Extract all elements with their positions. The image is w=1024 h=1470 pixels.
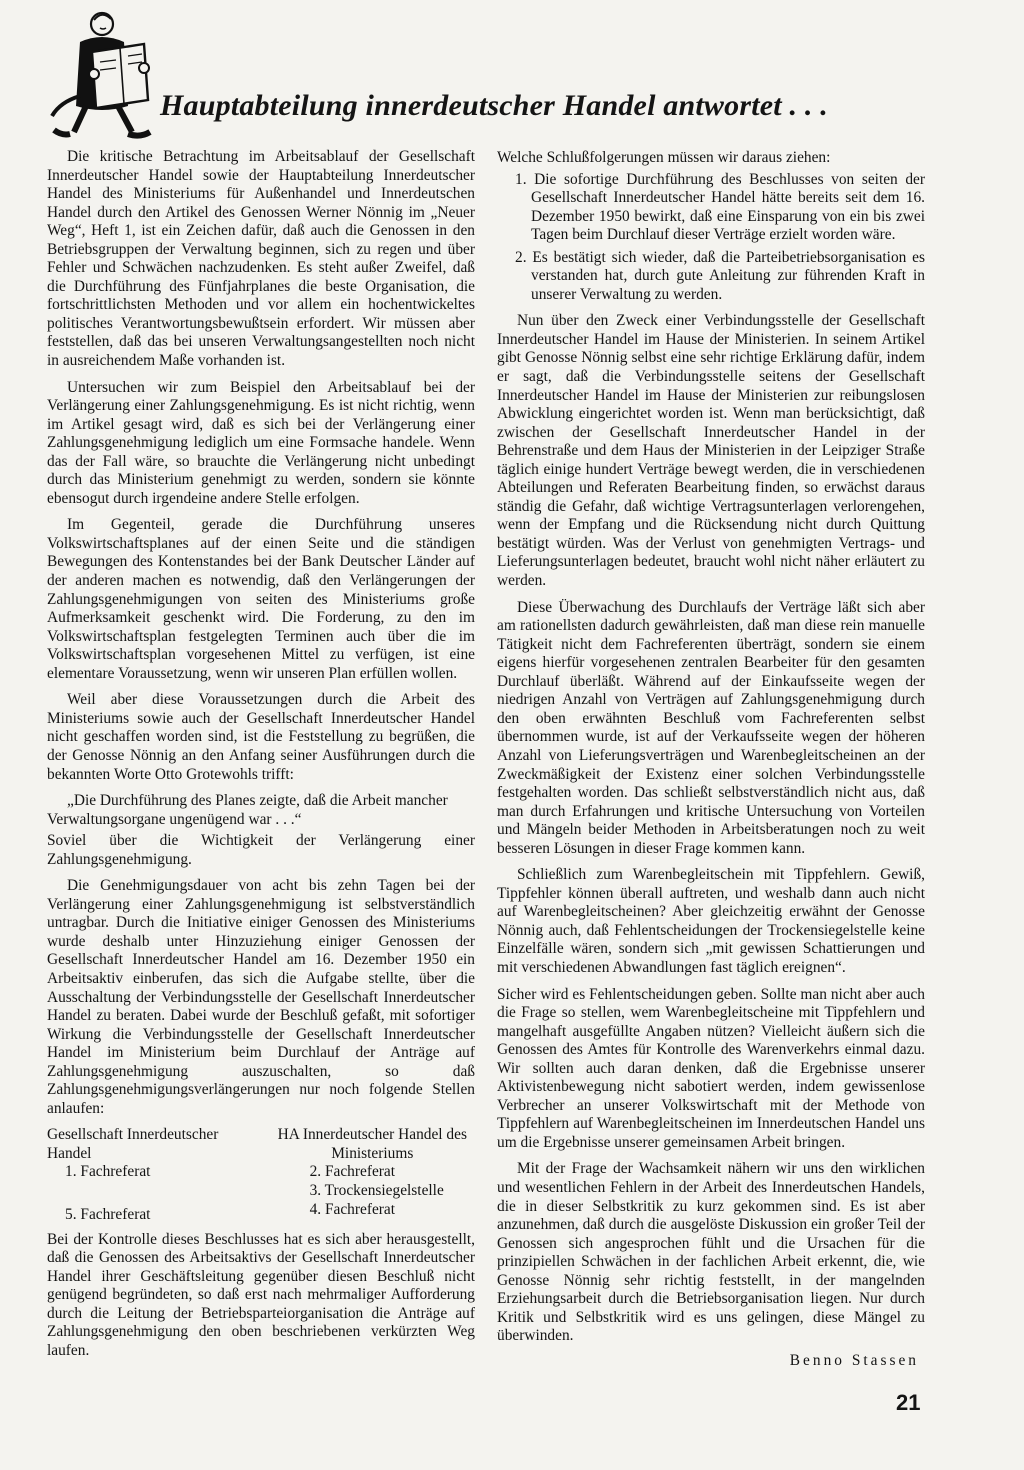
paragraph: Soviel über die Wichtigkeit der Verlängerung einer Zahlungsgenehmigung. — [47, 832, 475, 868]
station-heading: Gesellschaft Innerdeutscher Handel — [47, 1126, 219, 1162]
right-column — [497, 149, 925, 1370]
paragraph: Die Genehmigungsdauer von acht bis zehn Tagen bei der Verlängerung einer Zahlungsgenehmigung ist selbstverständlich untragbar. Durch die Initiative einiger Genossen des Ministeriums wurde deshalb unter Hinzuziehung einiger Genossen der Gesellschaft Innerdeutscher Handel am 16. Dezember 1950 ein Arbeitsaktiv einberufen, das sich die Aufgabe stellte, über die Ausschaltung der Verbindungsstelle der Gesellschaft Innerdeutscher Handel zu beraten. Dabei wurde der Beschluß gefaßt, mit sofortiger Wirkung die Verbindungsstelle der Gesellschaft Innerdeutscher Handel im Ministerium beim Durchlauf der Anträge auf Zahlungsgenehmigung auszuschalten, so daß Zahlungsgenehmigungsverlängerungen nur noch folgende Stellen anlaufen: — [47, 877, 475, 1117]
newspaper-reader-figure-icon — [40, 6, 170, 146]
station-item: 4. Fachreferat — [309, 1200, 396, 1218]
left-column — [47, 148, 475, 1368]
paragraph: Diese Überwachung des Durchlaufs der Verträge läßt sich aber am rationellsten dadurch gewährleisten, daß man diese rein manuelle Tätigkeit nicht dem Fachreferenten überträgt, sondern sie einem eigens hierfür vorgesehenen zentralen Bearbeiter für den gesamten Durchlauf überläßt. Während auf der Einkaufsseite wegen der niedrigen Anzahl von Verträgen auf Zahlungsgenehmigung durch den oben erwähnten Beschluß vom Fachreferenten selbst übernommen wurde, ist auf der Verkaufsseite wegen der höheren Anzahl von Lieferungsverträgen und Warenbegleitscheinen an der Zweckmäßigkeit der Existenz einer solchen Verbindungsstelle festgehalten worden. Das schließt selbstverständlich nicht aus, daß man durch Erfahrungen und kritische Untersuchung von Vorteilen und Mängeln beider Methoden in Arbeitsberatungen noch zu weit besseren Lösungen in dieser Frage kommen kann. — [497, 598, 925, 857]
list-item: 1. Die sofortige Durchführung des Beschlusses von seiten der Gesellschaft Innerdeutscher Handel hätte bereits seit dem 16. Dezember 1950 bewirkt, daß eine Einsparung von ein bis zwei Tagen beim Durchlauf dieser Verträge erzielt worden wäre. — [515, 170, 925, 244]
paragraph: Nun über den Zweck einer Verbindungsstelle der Gesellschaft Innerdeutscher Handel im Hause der Ministerien. In seinem Artikel gibt Genosse Nönnig selbst eine sehr richtige Erklärung dafür, indem er sagt, daß die Verbindungsstelle seitens der Gesellschaft Innerdeutscher Handel im Hause der Ministerien zur reibungslosen Abwicklung eingerichtet worden ist. Wenn man berücksichtigt, daß zwischen der Gesellschaft Innerdeutscher Handel in der Behrenstraße und dem Haus der Ministerien in der Leipziger Straße täglich einige hundert Verträge bewegt werden, die in verschiedenen Abteilungen und Referaten Bearbeitung finden, so erwächst daraus ständig die Gefahr, daß wichtige Vertragsunterlagen verlorengehen, wenn der Empfang und die Rücksendung nicht durch Quittung bestätigt würden. Was der Verlust von genehmigten Vertrags- und Lieferungsunterlagen bedeutet, braucht wohl nicht näher erläutert zu werden. — [497, 312, 925, 590]
quote: „Die Durchführung des Planes zeigte, daß die Arbeit mancher Verwaltungsorgane ungenügend war . . .“ — [47, 792, 448, 828]
paragraph: Weil aber diese Voraussetzungen durch die Arbeit des Ministeriums sowie auch der Gesellschaft Innerdeutscher Handel nicht geschaffen worden sind, ist die Feststellung zu begrüßen, die der Genosse Nönnig an den Anfang seiner Ausführungen durch die bekannten Worte Otto Grotewohls trifft: — [47, 691, 475, 783]
paragraph: Die kritische Betrachtung im Arbeitsablauf der Gesellschaft Innerdeutscher Handel sowie der Hauptabteilung Innerdeutscher Handel des Ministeriums für Außenhandel und Innerdeutschen Handel durch den Artikel des Genossen Werner Nönnig im „Neuer Weg“, Heft 1, ist ein Zeichen dafür, daß auch die Genossen in den Betriebsgruppen der Verwaltung beginnen, sich zu regen und über Fehler und Schwächen nachzudenken. Es steht außer Zweifel, daß die Durchführung des Fünfjahrplanes die beste Organisation, die fortschrittlichsten Methoden und vor allem ein hochentwickeltes politisches Verantwortungsbewußtsein erfordert. Wir müssen aber feststellen, daß das bei unseren Verwaltungsangestellten noch nicht in ausreichendem Maße vorhanden ist. — [47, 148, 475, 370]
paragraph: Bei der Kontrolle dieses Beschlusses hat es sich aber herausgestellt, daß die Genossen des Arbeitsaktivs der Gesellschaft Innerdeutscher Handel ihrer Geschäftsleitung gegenüber diesen Beschluß nicht genügend begründeten, so daß erst nach mehrmaliger Aufforderung durch die Leitung der Betriebsparteiorganisation die Anträge auf Zahlungsgenehmigung den oben beschriebenen verkürzten Weg laufen. — [47, 1230, 475, 1359]
paragraph: Untersuchen wir zum Beispiel den Arbeitsablauf bei der Verlängerung einer Zahlungsgenehmigung. Es ist nicht richtig, wenn im Artikel gesagt wird, daß es sich bei der Verlängerung einer Zahlungsgenehmigung lediglich um eine Formsache handele. Wenn das der Fall wäre, so brauchte die Verlängerung nicht unbedingt durch das Ministerium genehmigt zu werden, sondern sie könnte ebensogut durch irgendeine andere Stelle erfolgen. — [47, 378, 475, 507]
paragraph: Welche Schlußfolgerungen müssen wir daraus ziehen: — [497, 149, 831, 166]
author-signature: Benno Stassen — [789, 1351, 919, 1369]
paragraph: Schließlich zum Warenbegleitschein mit Tippfehlern. Gewiß, Tippfehler können überall auftreten, und weshalb dann auch nicht auf Warenbegleitscheinen? Aber gleichzeitig erwähnt der Genosse Nönnig auch, daß Fehlentscheidungen der Trockensiegelstelle keine Einzelfälle wären, sondern sich „mit gewissen Schattierungen und mit verschiedenen Abwandlungen fast täglich ereignen“. — [497, 866, 925, 976]
page-number: 21 — [896, 1390, 921, 1415]
station-item: 2. Fachreferat — [309, 1163, 396, 1181]
station-item: 1. Fachreferat — [65, 1163, 151, 1181]
station-heading: HA Innerdeutscher Handel des Ministeriums — [277, 1126, 467, 1162]
paragraph: Sicher wird es Fehlentscheidungen geben. Sollte man nicht aber auch die Frage so stellen, wem Warenbegleitscheine mit Tippfehlern und mangelhaft ausgefüllte Angaben nützen? Vielleicht äußern sich die Genossen des Amtes für Kontrolle des Warenverkehrs einmal dazu. Wir sollten auch daran denken, daß die Ergebnisse unserer Aktivistenbewegung nicht sabotiert werden, indem gewissenlose Verbrecher an unserer Volkswirtschaft mit der Methode von Tippfehlern auf Warenbegleitscheinen im Innerdeutschen Handel uns um die Ergebnisse unserer gemeinsamen Arbeit bringen. — [497, 985, 925, 1151]
station-item: 3. Trockensiegelstelle — [309, 1181, 444, 1199]
paragraph: Im Gegenteil, gerade die Durchführung unseres Volkswirtschaftsplanes auf der einen Seite und die ständigen Bewegungen des Kontenstandes bei der Bank Deutscher Länder auf der anderen machen es notwendig, daß den Verlängerungen der Zahlungsgenehmigungen von seiten des Ministeriums große Aufmerksamkeit geschenkt wird. Die Forderung, zu den im Volkswirtschaftsplan festgelegten Terminen auch über die im Volkswirtschaftsplan vorgesehenen Mittel zu verfügen, ist eine elementare Voraussetzung, wenn wir unseren Plan erfüllen wollen. — [47, 516, 475, 682]
paragraph: Mit der Frage der Wachsamkeit nähern wir uns den wirklichen und wesentlichen Fehlern in der Arbeit des Innerdeutschen Handels, die in dieser Selbstkritik zu kurz gekommen sind. Es ist aber anzunehmen, daß durch die ausgelöste Diskussion ein großer Teil der Genossen sich angesprochen fühlt und die Ursachen für die prinzipiellen Schwächen in der fachlichen Arbeit erkennt, die, wie Genosse Nönnig sehr richtig feststellt, in der mangelnden Erziehungsarbeit durch die Betriebsorganisation liegen. Nur durch Kritik und Selbstkritik wird es uns gelingen, diese Mängel zu überwinden. — [497, 1160, 925, 1345]
station-column-ministry — [270, 1126, 475, 1224]
station-list — [47, 1126, 475, 1224]
station-column-company — [47, 1126, 252, 1224]
station-item: 5. Fachreferat — [65, 1205, 151, 1223]
conclusion-list — [497, 171, 925, 305]
list-item: 2. Es bestätigt sich wieder, daß die Parteibetriebsorganisation es verstanden hat, durch gute Anleitung zur führenden Kraft in unserer Verwaltung zu werden. — [515, 248, 925, 303]
article-title: Hauptabteilung innerdeutscher Handel antwortet . . . — [160, 89, 828, 122]
